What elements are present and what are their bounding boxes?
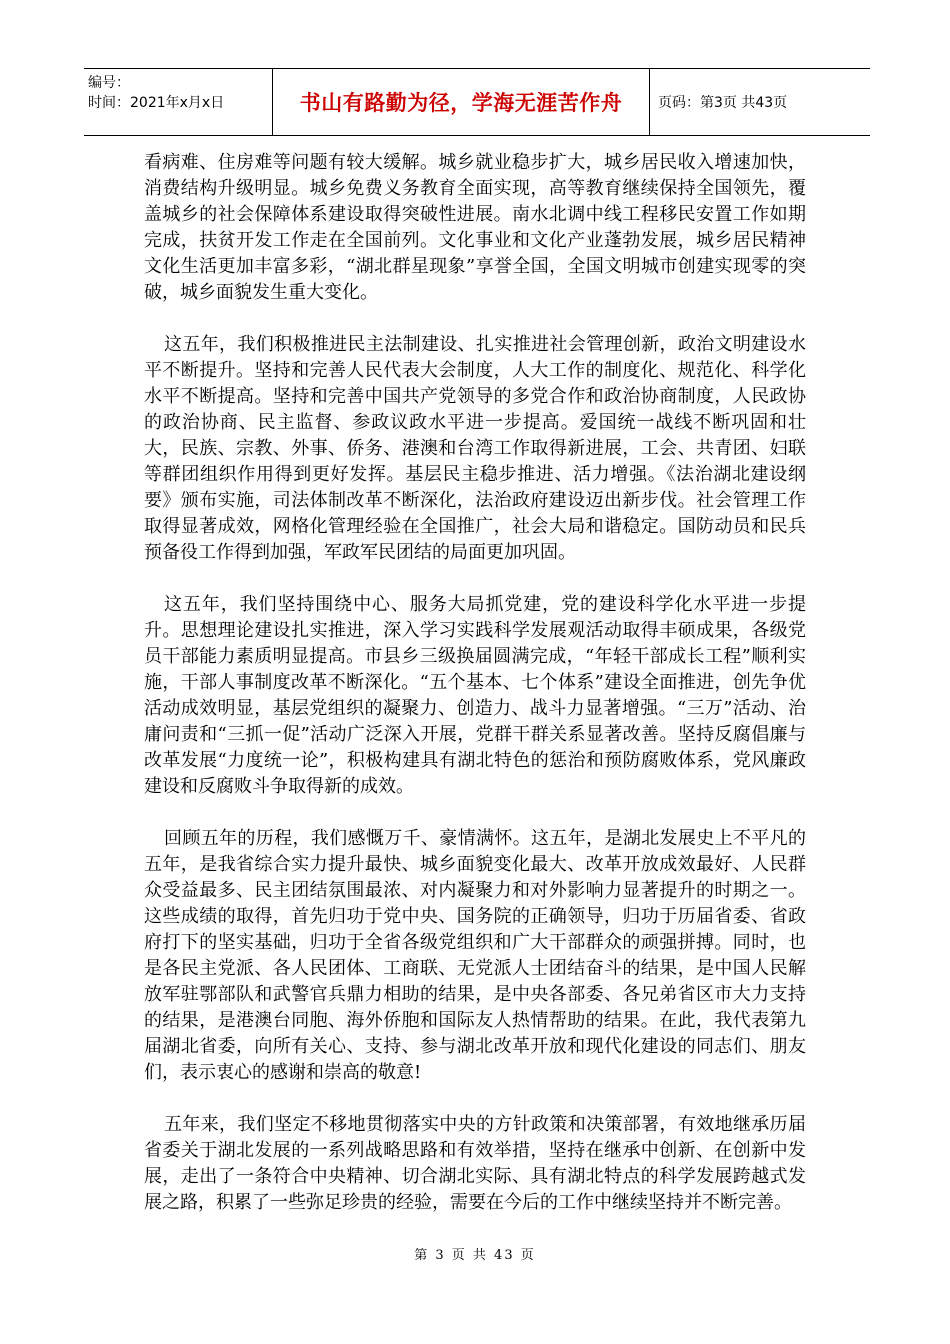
paragraph-1: 看病难、住房难等问题有较大缓解。城乡就业稳步扩大，城乡居民收入增速加快，消费结构升级明显。城乡免费义务教育全面实现，高等教育继续保持全国领先，覆盖城乡的社会保障体系建设取得突破性进展。南水北调中线工程移民安置工作如期完成，扶贫开发工作走在全国前列。文化事业和文化产业蓬勃发展，城乡居民精神文化生活更加丰富多彩，“湖北群星现象”享誉全国，全国文明城市创建实现零的突破，城乡面貌发生重大变化。 bbox=[144, 152, 806, 303]
paragraph-4: 回顾五年的历程，我们感慨万千、豪情满怀。这五年，是湖北发展史上不平凡的五年，是我省综合实力提升最快、城乡面貌变化最大、改革开放成效最好、人民群众受益最多、民主团结氛围最浓、对内凝聚力和对外影响力显著提升的时期之一。这些成绩的取得，首先归功于党中央、国务院的正确领导，归功于历届省委、省政府打下的坚实基础，归功于全省各级党组织和广大干部群众的顽强拼搏。同时，也是各民主党派、各人民团体、工商联、无党派人士团结奋斗的结果，是中国人民解放军驻鄂部队和武警官兵鼎力相助的结果，是中央各部委、各兄弟省区市大力支持的结果，是港澳台同胞、海外侨胞和国际友人热情帮助的结果。在此，我代表第九届湖北省委，向所有关心、支持、参与湖北改革开放和现代化建设的同志们、朋友们，表示衷心的感谢和崇高的敬意! bbox=[144, 828, 806, 1083]
page-header bbox=[84, 68, 870, 136]
paragraph-2: 这五年，我们积极推进民主法制建设、扎实推进社会管理创新，政治文明建设水平不断提升。坚持和完善人民代表大会制度，人大工作的制度化、规范化、科学化水平不断提高。坚持和完善中国共产党领导的多党合作和政治协商制度，人民政协的政治协商、民主监督、参政议政水平进一步提高。爱国统一战线不断巩固和壮大，民族、宗教、外事、侨务、港澳和台湾工作取得新进展，工会、共青团、妇联等群团组织作用得到更好发挥。基层民主稳步推进、活力增强。《法治湖北建设纲要》颁布实施，司法体制改革不断深化，法治政府建设迈出新步伐。社会管理工作取得显著成效，网格化管理经验在全国推广，社会大局和谐稳定。国防动员和民兵预备役工作得到加强，军政军民团结的局面更加巩固。 bbox=[144, 334, 806, 563]
header-page-info: 页码：第3页 共43页 bbox=[658, 95, 788, 111]
number-label: 编号： bbox=[88, 75, 130, 91]
header-meta bbox=[84, 69, 273, 135]
paragraph-3: 这五年，我们坚持围绕中心、服务大局抓党建，党的建设科学化水平进一步提升。思想理论建设扎实推进，深入学习实践科学发展观活动取得丰硕成果，各级党员干部能力素质明显提高。市县乡三级换届圆满完成，“年轻干部成长工程”顺利实施，干部人事制度改革不断深化。“五个基本、七个体系”建设全面推进，创先争优活动成效明显，基层党组织的凝聚力、创造力、战斗力显著增强。“三万”活动、治庸问责和“三抓一促”活动广泛深入开展，党群干群关系显著改善。坚持反腐倡廉与改革发展“力度统一论”，积极构建具有湖北特色的惩治和预防腐败体系，党风廉政建设和反腐败斗争取得新的成效。 bbox=[144, 594, 806, 797]
paragraph-5: 五年来，我们坚定不移地贯彻落实中央的方针政策和决策部署，有效地继承历届省委关于湖北发展的一系列战略思路和有效举措，坚持在继承中创新、在创新中发展，走出了一条符合中央精神、切合湖北实际、具有湖北特点的科学发展跨越式发展之路，积累了一些弥足珍贵的经验，需要在今后的工作中继续坚持并不断完善。 bbox=[144, 1114, 806, 1213]
date-label: 时间：2021年x月x日 bbox=[88, 95, 225, 111]
page-footer: 第 3 页 共 43 页 bbox=[414, 1248, 536, 1263]
header-motto: 书山有路勤为径，学海无涯苦作舟 bbox=[273, 69, 650, 135]
document-body bbox=[144, 150, 806, 1242]
